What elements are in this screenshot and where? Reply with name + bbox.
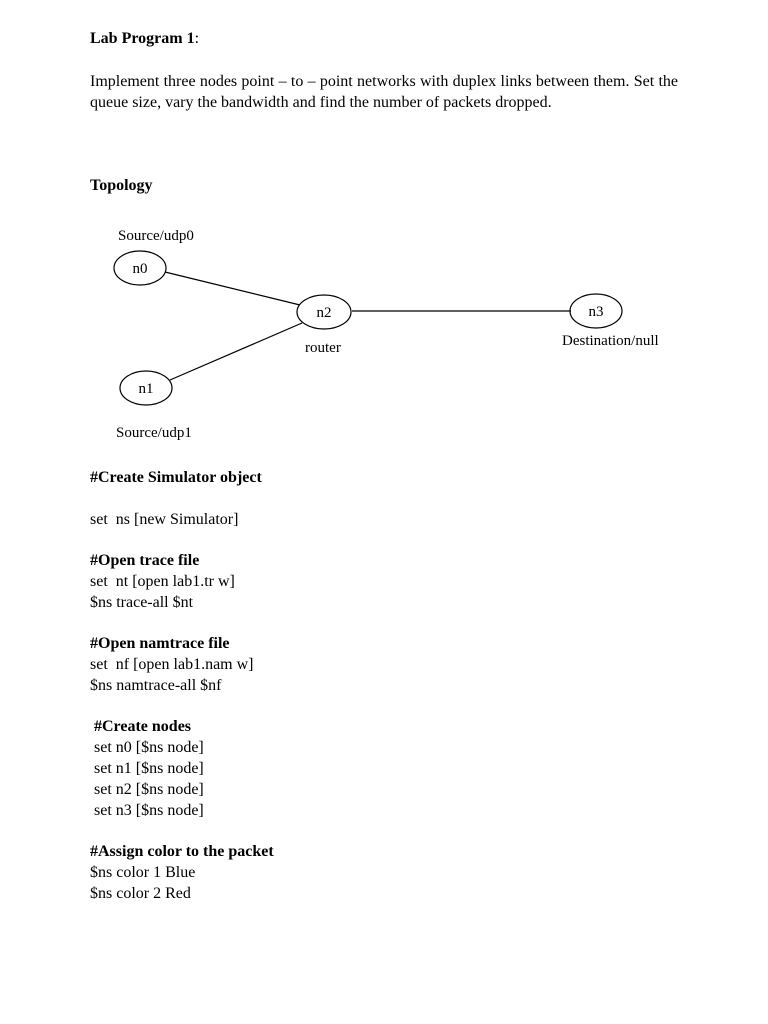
title-colon: : <box>194 30 200 47</box>
code-line: set n0 [$ns node] <box>94 739 204 756</box>
code-line: $ns trace-all $nt <box>90 594 194 611</box>
intro-paragraph: Implement three nodes point – to – point networks with duplex links between them. Set the queue size, vary the bandwidth and find the number of packets dropped. <box>90 73 678 111</box>
code-section <box>90 550 678 613</box>
node-n2-label: n2 <box>316 305 332 321</box>
node-n0-label: n0 <box>132 261 148 277</box>
link-n1-n2 <box>170 323 302 380</box>
code-line: $ns color 2 Red <box>90 885 191 902</box>
code-line: $ns color 1 Blue <box>90 864 196 881</box>
topology-heading: Topology <box>90 177 153 194</box>
code-section <box>90 633 678 696</box>
label-destination: Destination/null <box>562 333 659 349</box>
code-line: set n2 [$ns node] <box>94 781 204 798</box>
section-heading: #Create nodes <box>94 718 192 735</box>
section-heading: #Create Simulator object <box>90 469 262 486</box>
section-heading: #Assign color to the packet <box>90 843 274 860</box>
node-n1-label: n1 <box>138 381 154 397</box>
section-heading: #Open trace file <box>90 552 200 569</box>
code-line: set n1 [$ns node] <box>94 760 204 777</box>
page-title <box>90 30 199 48</box>
section-heading: #Open namtrace file <box>90 635 230 652</box>
topology-diagram <box>0 215 768 455</box>
code-section <box>94 716 682 821</box>
code-line: set nf [open lab1.nam w] <box>90 656 254 673</box>
label-source-udp1: Source/udp1 <box>116 425 192 441</box>
code-line: set nt [open lab1.tr w] <box>90 573 235 590</box>
code-block <box>90 509 678 530</box>
code-section <box>90 841 678 904</box>
code-line: set n3 [$ns node] <box>94 802 204 819</box>
node-n3-label: n3 <box>588 304 604 320</box>
title-label: Lab Program 1 <box>90 30 195 47</box>
link-n0-n2 <box>165 272 300 305</box>
label-source-udp0: Source/udp0 <box>118 228 194 244</box>
label-router: router <box>305 340 341 356</box>
code-line: $ns namtrace-all $nf <box>90 677 222 694</box>
code-line: set ns [new Simulator] <box>90 511 239 528</box>
